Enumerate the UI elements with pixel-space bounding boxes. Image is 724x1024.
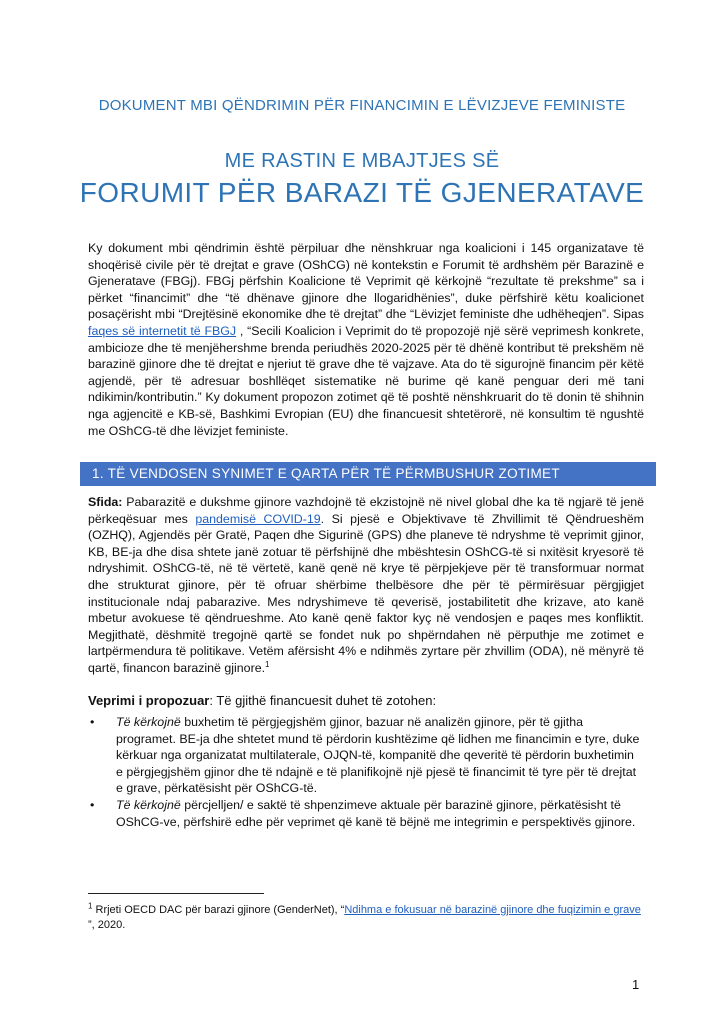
- intro-text-1: Ky dokument mbi qëndrimin është përpiluar dhe nënshkruar nga koalicioni i 145 organizatave të shoqërisë civile për të drejtat e grave (OShCG) në kontekstin e Forumit të ardhshëm për Barazinë e Gjeneratave (FBGj). FBGj përfshin Koalicione të Veprimit që kërkojnë “rezultate të prekshme” sa i përket “financimit” dhe “të dhënave gjinore dhe llogaridhënies”, duke përfshirë këtu koalicionet posaçërisht mbi “Drejtësinë ekonomike dhe të drejtat” dhe “Lëvizjet feministe dhe udhëheqjen”. Sipas: [88, 241, 644, 322]
- covid-pandemic-link[interactable]: pandemisë COVID-19: [195, 511, 321, 526]
- challenge-label: Sfida:: [88, 495, 123, 509]
- list-item-text: përcjelljen/ e saktë të shpenzimeve aktuale për barazinë gjinore, përkatësisht të OShCG-ve, përfshirë edhe për veprimet që kanë të bëjnë me integrimin e perspektivës gjinore.: [116, 797, 636, 829]
- section-title: 1. TË VENDOSEN SYNIMET E QARTA PËR TË PËRMBUSHUR ZOTIMET: [92, 466, 560, 481]
- challenge-paragraph: [88, 494, 644, 677]
- fbgj-website-link[interactable]: faqes së internetit të FBGJ: [88, 323, 237, 338]
- section-heading-bar: [80, 462, 656, 486]
- list-item-text: buxhetim të përgjegjshëm gjinor, bazuar në analizën gjinore, për të gjitha programet. BE-ja dhe shtetet mund të përdorin kushtëzime që lidhen me financimin e tyre, duke kërkuar nga organizatat multilaterale, OJQN-të, kompanitë dhe qeveritë të përdorin buxhetimin e përgjegjshëm gjinor dhe të ndajnë e të planifikojnë një pjesë të financimit të tyre për të drejtat e grave, përkatësisht për OShCG-të.: [116, 715, 640, 796]
- footnote-number: 1: [88, 901, 93, 911]
- document-subheading: ME RASTIN E MBAJTJES SË: [224, 150, 500, 172]
- proposed-actions-list: [88, 714, 644, 830]
- page-number: 1: [632, 977, 640, 992]
- list-item: [88, 797, 644, 830]
- list-item: [88, 714, 644, 797]
- footnote: [88, 903, 644, 933]
- proposed-action-line: [88, 693, 436, 708]
- challenge-text-2: . Si pjesë e Objektivave të Zhvillimit të Qëndrueshëm (OZHQ), Agjendës për Gratë, Paqen dhe Sigurinë (GPS) dhe planeve të ndryshme të veprimit gjinor, KB, BE-ja dhe disa shtete janë zotuar të përfshijnë dhe mbështesin OShCG-të si nxitësit kryesorë të ndryshimit. OShCG-të, në të vërtetë, kanë qenë në krye të përpjekjeve për të transformuar normat dhe strukturat gjinore, për të ofruar shërbime thelbësore dhe për të përmirësuar përgjigjet institucionale ndaj pabarazive. Mes ndryshimeve të qeverisë, jostabilitetit dhe krizave, ato kanë mbetur avokuese të qëndrueshme. Ato kanë qenë faktor kyç në vendosjen e paqes mes konfliktit. Megjithatë, dëshmitë tregojnë qartë se fondet nuk po shpërndahen në përputhje me zotimet e lartpërmendura të politikave. Vetëm afërsisht 4% e ndihmës zyrtare për zhvillim (ODA), në mënyrë të qartë, financon barazinë gjinore.: [88, 511, 644, 675]
- bullet-icon: •: [90, 715, 95, 729]
- document-title: FORUMIT PËR BARAZI TË GJENERATAVE: [79, 177, 645, 208]
- list-item-emphasis: Të kërkojnë: [116, 715, 181, 729]
- document-heading: DOKUMENT MBI QËNDRIMIN PËR FINANCIMIN E LËVIZJEVE FEMINISTE: [98, 97, 626, 114]
- bullet-icon: •: [90, 797, 95, 812]
- intro-text-2: , “Secili Koalicion i Veprimit do të propozojë një sërë veprimesh konkrete, ambicioze dhe të menjëhershme brenda periudhës 2020-2025 për të dhënë kontribut të prekshëm në barazinë gjinore dhe të drejtat e njeriut të grave dhe të vajzave. Ata do të sigurojnë financim për këtë agjendë, për të adresuar boshllëqet sistematike në burime që kanë penguar deri më tani ndikimin/kontributin.” Ky dokument propozon zotimet që të poshtë nënshkruarit do të donin të shihnin nga agjencitë e KB-së, Bashkimi Evropian (EU) dhe financuesit shtetërorë, në konsultim të ngushtë me OShCG-të dhe lëvizjet feministe.: [88, 323, 644, 438]
- footnote-divider: [88, 893, 264, 894]
- oecd-report-link[interactable]: Ndihma e fokusuar në barazinë gjinore dhe fuqizimin e grave: [344, 904, 641, 916]
- proposed-text: : Të gjithë financuesit duhet të zotohen:: [209, 693, 437, 708]
- challenge-text-1: Pabarazitë e dukshme gjinore vazhdojnë të ekzistojnë në nivel global dhe ka të ngjarë të jenë përkeqësuar mes: [88, 495, 644, 526]
- proposed-label: Veprimi i propozuar: [88, 693, 210, 708]
- footnote-text-2: ”, 2020.: [88, 919, 126, 931]
- footnote-text-1: Rrjeti OECD DAC për barazi gjinore (GenderNet), “: [92, 904, 345, 916]
- list-item-emphasis: Të kërkojnë: [116, 797, 181, 812]
- intro-paragraph: [88, 240, 644, 439]
- footnote-reference[interactable]: 1: [265, 659, 270, 669]
